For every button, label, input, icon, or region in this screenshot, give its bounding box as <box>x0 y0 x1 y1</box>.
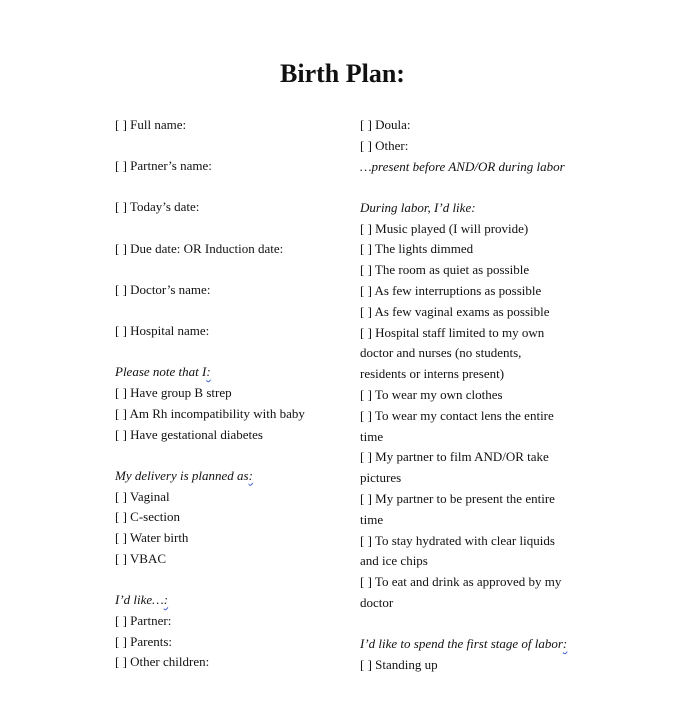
like-item-other-children: [ ] Other children: <box>115 654 210 670</box>
note-heading-text: Please note that I <box>115 364 207 380</box>
present-item-doula: [ ] Doula: <box>360 117 411 132</box>
note-heading-punct: : <box>206 364 211 380</box>
delivery-heading-punct: : <box>248 467 253 483</box>
labor-line: doctor <box>360 594 394 610</box>
delivery-item-vbac: [ ] VBAC <box>115 550 167 566</box>
left-column <box>115 115 355 673</box>
labor-line: time <box>360 511 384 527</box>
labor-heading: During labor, I’d like: <box>360 199 476 215</box>
present-item-other: [ ] Other: <box>360 137 409 153</box>
labor-line: and ice chips <box>360 553 428 569</box>
field-doctor-name: [ ] Doctor’s name: <box>115 281 211 297</box>
delivery-item-c-section: [ ] C-section <box>115 509 180 525</box>
labor-line: residents or interns present) <box>360 366 505 382</box>
labor-line: [ ] To wear my contact lens the entire <box>360 407 554 423</box>
like-item-partner: [ ] Partner: <box>115 612 172 628</box>
labor-line: [ ] The room as quiet as possible <box>360 262 530 278</box>
labor-line: doctor and nurses (no students, <box>360 345 522 361</box>
like-item-parents: [ ] Parents: <box>115 633 173 649</box>
note-item-group-b-strep: [ ] Have group B strep <box>115 384 232 400</box>
labor-line: [ ] As few interruptions as possible <box>360 282 542 298</box>
field-todays-date: [ ] Today’s date: <box>115 199 200 215</box>
labor-line: [ ] The lights dimmed <box>360 241 474 257</box>
stage-item-standing-up: [ ] Standing up <box>360 656 438 672</box>
labor-line: [ ] Music played (I will provide) <box>360 220 529 236</box>
labor-line: time <box>360 428 384 444</box>
stage-heading <box>360 634 600 655</box>
labor-line: [ ] To wear my own clothes <box>360 386 503 402</box>
right-column <box>360 115 600 676</box>
present-note: …present before AND/OR during labor <box>360 158 565 174</box>
field-hospital-name: [ ] Hospital name: <box>115 322 210 338</box>
field-partner-name: [ ] Partner’s name: <box>115 158 212 174</box>
note-item-gestational-diabetes: [ ] Have gestational diabetes <box>115 426 263 442</box>
note-heading <box>115 362 355 383</box>
stage-heading-punct: : <box>562 636 568 652</box>
page-title: Birth Plan: <box>280 59 405 88</box>
note-item-rh-incompatibility: [ ] Am Rh incompatibility with baby <box>115 405 305 421</box>
like-heading <box>115 590 355 611</box>
delivery-heading <box>115 466 355 487</box>
labor-line: [ ] To eat and drink as approved by my <box>360 574 562 590</box>
delivery-item-vaginal: [ ] Vaginal <box>115 488 170 504</box>
like-heading-punct: : <box>163 592 169 608</box>
labor-line: [ ] My partner to film AND/OR take <box>360 449 549 465</box>
labor-line: [ ] As few vaginal exams as possible <box>360 303 550 319</box>
delivery-item-water-birth: [ ] Water birth <box>115 530 189 546</box>
labor-line: [ ] My partner to be present the entire <box>360 490 555 506</box>
field-full-name: [ ] Full name: <box>115 117 187 132</box>
delivery-heading-text: My delivery is planned as <box>115 467 249 483</box>
field-due-date: [ ] Due date: OR Induction date: <box>115 240 284 256</box>
like-heading-text: I’d like… <box>115 592 164 608</box>
stage-heading-text: I’d like to spend the first stage of labor <box>360 636 563 652</box>
labor-line: [ ] Hospital staff limited to my own <box>360 324 545 340</box>
labor-line: pictures <box>360 470 402 486</box>
labor-line: [ ] To stay hydrated with clear liquids <box>360 532 555 548</box>
